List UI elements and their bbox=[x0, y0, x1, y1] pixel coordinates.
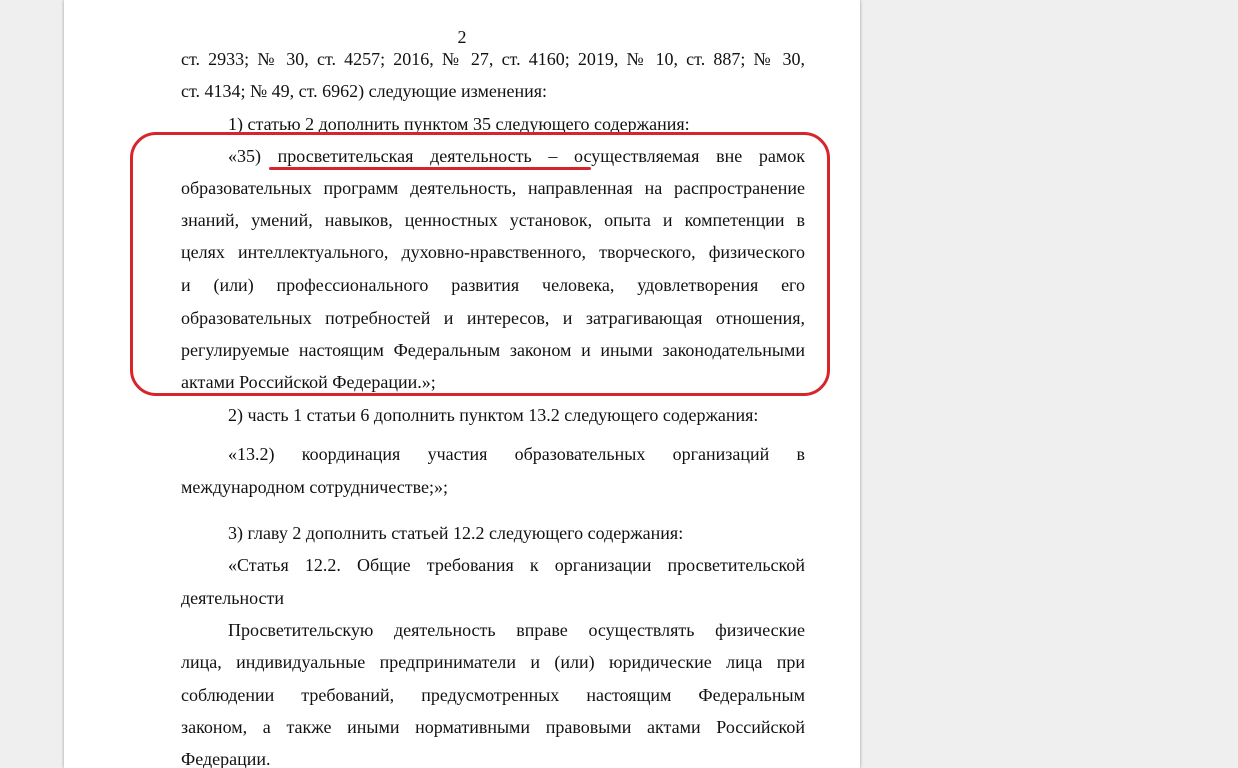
text-line: актами Российской Федерации.»; bbox=[181, 372, 436, 392]
text-line: Федерации. bbox=[181, 749, 271, 768]
text-line: законом, а также иными нормативными правовыми актами Российской bbox=[181, 717, 805, 737]
definition-dash-text: – осуществляемая вне рамок bbox=[531, 146, 805, 166]
text-line: регулируемые настоящим Федеральным законом и иными законодательными bbox=[181, 340, 805, 360]
text-line: 3) главу 2 дополнить статьей 12.2 следующего содержания: bbox=[228, 523, 684, 543]
text-line: «13.2) координация участия образовательных организаций в bbox=[228, 444, 805, 464]
text-line: соблюдении требований, предусмотренных настоящим Федеральным bbox=[181, 685, 805, 705]
article-heading-cont: деятельности bbox=[181, 588, 285, 608]
defined-term: просветительская деятельность bbox=[277, 146, 532, 166]
text-line: 2) часть 1 статьи 6 дополнить пунктом 13.2 следующего содержания: bbox=[228, 405, 759, 425]
text-line: образовательных программ деятельность, направленная на распространение bbox=[181, 178, 805, 198]
text-line: 1) статью 2 дополнить пунктом 35 следующего содержания: bbox=[228, 114, 690, 134]
text-line: ст. 2933; № 30, ст. 4257; 2016, № 27, ст. 4160; 2019, № 10, ст. 887; № 30, bbox=[181, 49, 805, 69]
article-heading: «Статья 12.2. Общие требования к организации просветительской bbox=[228, 555, 805, 575]
page-number: 2 bbox=[457, 27, 467, 47]
text-line: целях интеллектуального, духовно-нравственного, творческого, физического bbox=[181, 242, 805, 262]
text-line: Просветительскую деятельность вправе осуществлять физические bbox=[228, 620, 805, 640]
text-line: международном сотрудничестве;»; bbox=[181, 477, 449, 497]
text-line: лица, индивидуальные предприниматели и (или) юридические лица при bbox=[181, 652, 805, 672]
text-line: образовательных потребностей и интересов, и затрагивающая отношения, bbox=[181, 308, 805, 328]
text-line: ст. 4134; № 49, ст. 6962) следующие изменения: bbox=[181, 81, 548, 101]
text-line: знаний, умений, навыков, ценностных установок, опыта и компетенции в bbox=[181, 210, 805, 230]
definition-number: «35) bbox=[228, 146, 278, 166]
text-line: и (или) профессионального развития человека, удовлетворения его bbox=[181, 275, 805, 295]
red-highlight-box-annotation bbox=[130, 132, 830, 396]
document-page bbox=[64, 0, 860, 768]
